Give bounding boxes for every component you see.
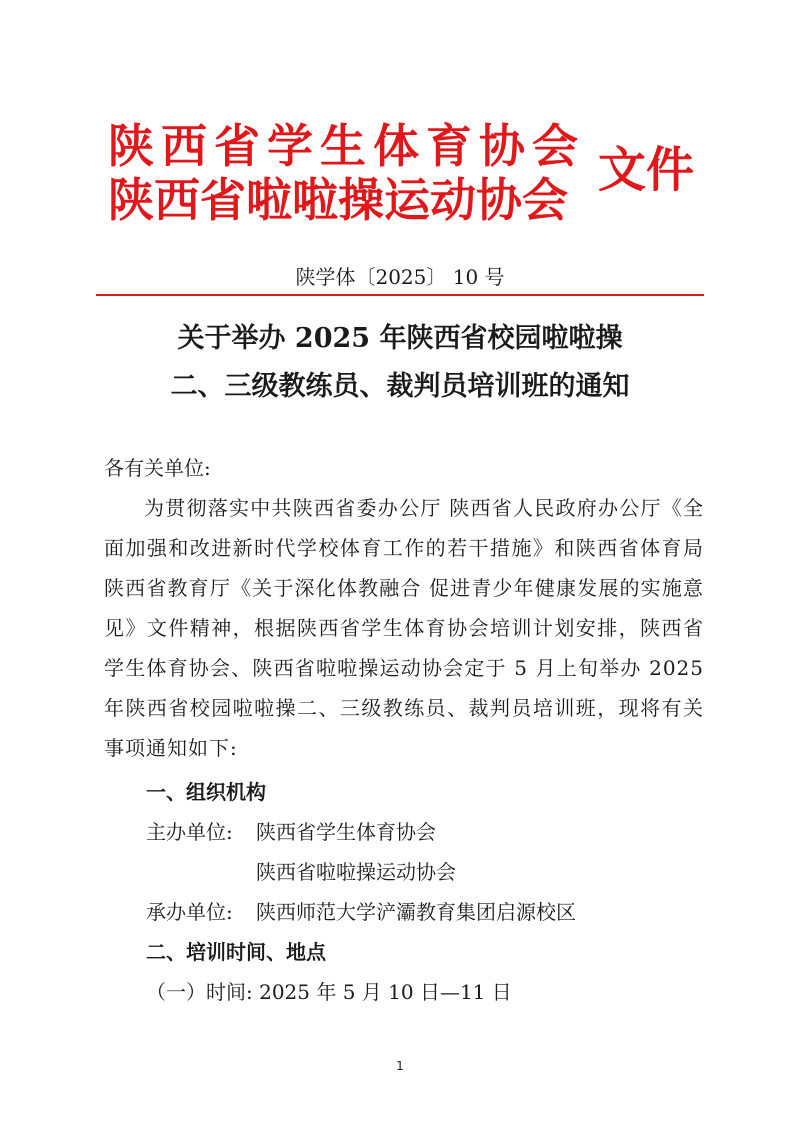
intro-paragraph: 为贯彻落实中共陕西省委办公厅 陕西省人民政府办公厅《全面加强和改进新时代学校体育工作的若干措施》和陕西省体育局 陕西省教育厅《关于深化体教融合 促进青少年健康发展的实施意见》文件精神，根据陕西省学生体育协会培训计划安排，陕西省学生体育协会、陕西省啦啦操运动协会定于 5 月上旬举办 2025 年陕西省校园啦啦操二、三级教练员、裁判员培训班，现将有关事项通知如下: [104, 496, 704, 760]
page-number: 1 [396, 1059, 404, 1073]
training-time: （一）时间: 2025 年 5 月 10 日—11 日 [146, 980, 512, 1004]
title-line-1: 关于举办 2025 年陕西省校园啦啦操 [177, 323, 623, 354]
document-number: 陕学体〔2025〕 10 号 [295, 265, 505, 289]
host-org-1: 陕西省学生体育协会 [256, 820, 436, 844]
salutation: 各有关单位: [104, 456, 211, 480]
section-heading-time-place: 二、培训时间、地点 [146, 940, 326, 964]
issuing-org-2: 陕西省啦啦操运动协会 [108, 173, 568, 227]
red-divider [96, 294, 704, 296]
section-heading-organization: 一、组织机构 [146, 780, 266, 804]
file-label: 文件 [598, 142, 695, 198]
title-line-2: 二、三级教练员、裁判员培训班的通知 [170, 371, 630, 402]
host-org-2: 陕西省啦啦操运动协会 [256, 860, 456, 884]
host-label: 主办单位: [146, 820, 233, 844]
organizer-org: 陕西师范大学浐灞教育集团启源校区 [256, 900, 576, 924]
issuing-org-1: 陕西省学生体育协会 [108, 119, 585, 173]
organizer-label: 承办单位: [146, 900, 233, 924]
